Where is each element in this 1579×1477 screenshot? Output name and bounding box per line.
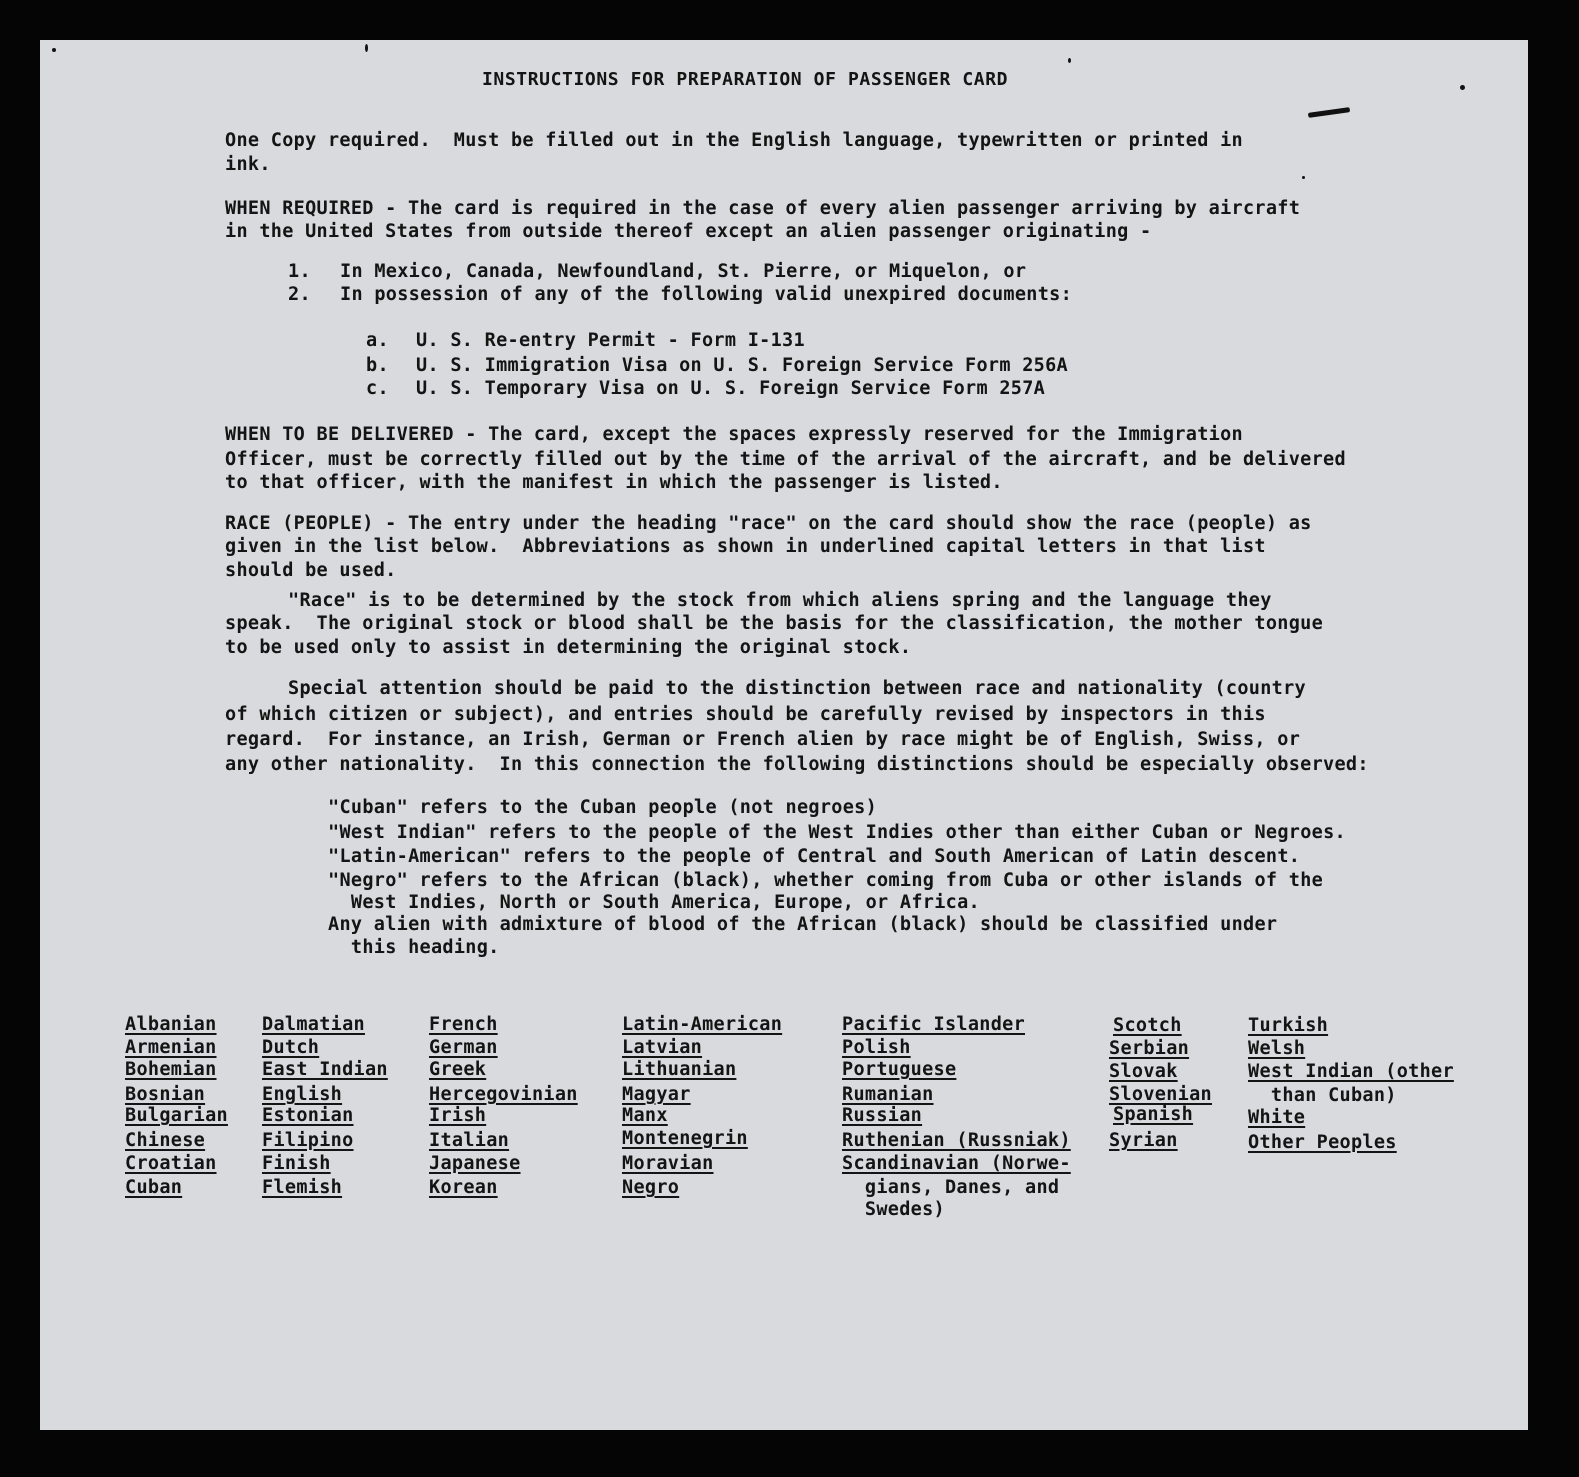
- race-entry: Bohemian: [125, 1059, 217, 1080]
- race-entry: Serbian: [1109, 1038, 1190, 1059]
- delivery-line: WHEN TO BE DELIVERED - The card, except the spaces expressly reserved for the Immigration: [225, 424, 1243, 445]
- race-entry-continued: Swedes): [842, 1199, 945, 1220]
- race-entry: Polish: [842, 1037, 911, 1058]
- race-entry: Dalmatian: [262, 1014, 365, 1035]
- document-text: U. S. Temporary Visa on U. S. Foreign Service Form 257A: [416, 378, 1046, 399]
- intro-line: ink.: [225, 154, 271, 175]
- scan-speck: [1308, 107, 1350, 118]
- race-entry: Moravian: [622, 1153, 714, 1174]
- race-entry: Portuguese: [842, 1059, 957, 1080]
- race-entry: Russian: [842, 1105, 923, 1126]
- race-entry: French: [429, 1014, 498, 1035]
- scan-speck: [52, 48, 56, 52]
- race-entry: English: [262, 1084, 343, 1105]
- race-entry: Other Peoples: [1248, 1132, 1397, 1153]
- distinction-line: "Negro" refers to the African (black), whether coming from Cuba or other islands of the: [328, 870, 1324, 891]
- document-letter: c.: [366, 378, 389, 399]
- race-entry: Chinese: [125, 1130, 206, 1151]
- race-entry: Lithuanian: [622, 1059, 737, 1080]
- distinction-line: "West Indian" refers to the people of the West Indies other than either Cuban or Negroes.: [328, 822, 1346, 843]
- race-entry: Magyar: [622, 1084, 691, 1105]
- document-letter: a.: [366, 330, 389, 351]
- race-entry: Latin-American: [622, 1014, 783, 1035]
- race-intro-line: should be used.: [225, 560, 397, 581]
- race-entry: Latvian: [622, 1037, 703, 1058]
- race-intro-line: given in the list below. Abbreviations as shown in underlined capital letters in that list: [225, 536, 1266, 557]
- race-stock-line: "Race" is to be determined by the stock from which aliens spring and the language they: [288, 590, 1272, 611]
- when-required-line: WHEN REQUIRED - The card is required in the case of every alien passenger arriving by aircraft: [225, 198, 1301, 219]
- document-letter: b.: [366, 355, 389, 376]
- race-entry: Bosnian: [125, 1084, 206, 1105]
- distinction-line: this heading.: [328, 937, 500, 958]
- race-entry-continued: than Cuban): [1248, 1085, 1397, 1106]
- race-entry: Japanese: [429, 1153, 521, 1174]
- race-entry: Pacific Islander: [842, 1014, 1026, 1035]
- exception-number: 2.: [288, 284, 311, 305]
- race-entry: Albanian: [125, 1014, 217, 1035]
- special-attention-line: regard. For instance, an Irish, German or French alien by race might be of English, Swiss, or: [225, 729, 1301, 750]
- scan-speck: [365, 44, 368, 52]
- race-entry: German: [429, 1037, 498, 1058]
- document-text: U. S. Re-entry Permit - Form I-131: [416, 330, 805, 351]
- race-entry: Armenian: [125, 1037, 217, 1058]
- race-entry: Filipino: [262, 1130, 354, 1151]
- race-entry: Irish: [429, 1105, 487, 1126]
- race-entry: Scandinavian (Norwe-: [842, 1153, 1071, 1174]
- race-entry: Croatian: [125, 1153, 217, 1174]
- race-entry: Montenegrin: [622, 1128, 748, 1149]
- race-entry: Slovenian: [1109, 1084, 1212, 1105]
- race-entry: Negro: [622, 1177, 680, 1198]
- race-stock-line: to be used only to assist in determining the original stock.: [225, 637, 912, 658]
- race-intro-line: RACE (PEOPLE) - The entry under the heading "race" on the card should show the race (people) as: [225, 513, 1312, 534]
- exception-text: In possession of any of the following valid unexpired documents:: [340, 284, 1073, 305]
- race-entry: Bulgarian: [125, 1105, 228, 1126]
- race-entry: Welsh: [1248, 1038, 1306, 1059]
- distinction-line: Any alien with admixture of blood of the African (black) should be classified under: [328, 914, 1278, 935]
- race-entry: Turkish: [1248, 1015, 1329, 1036]
- race-entry: Cuban: [125, 1177, 183, 1198]
- exception-text: In Mexico, Canada, Newfoundland, St. Pierre, or Miquelon, or: [340, 261, 1027, 282]
- document-page: [40, 40, 1528, 1430]
- distinction-line: "Cuban" refers to the Cuban people (not negroes): [328, 797, 878, 818]
- distinction-line: "Latin-American" refers to the people of Central and South American of Latin descent.: [328, 846, 1301, 867]
- race-entry: Ruthenian (Russniak): [842, 1130, 1071, 1151]
- race-entry: Greek: [429, 1059, 487, 1080]
- race-entry: Finish: [262, 1153, 331, 1174]
- race-stock-line: speak. The original stock or blood shall be the basis for the classification, the mother tongue: [225, 613, 1324, 634]
- race-entry: Korean: [429, 1177, 498, 1198]
- race-entry: West Indian (other: [1248, 1061, 1454, 1082]
- intro-line: One Copy required. Must be filled out in the English language, typewritten or printed in: [225, 130, 1243, 151]
- race-entry: Italian: [429, 1130, 510, 1151]
- race-entry: White: [1248, 1107, 1306, 1128]
- page-title: INSTRUCTIONS FOR PREPARATION OF PASSENGER CARD: [482, 69, 1009, 90]
- when-required-line: in the United States from outside thereof except an alien passenger originating -: [225, 221, 1152, 242]
- race-entry: Manx: [622, 1105, 668, 1126]
- race-entry: Slovak: [1109, 1061, 1178, 1082]
- scan-speck: [1068, 58, 1071, 63]
- race-entry: Syrian: [1109, 1130, 1178, 1151]
- scan-speck: [1302, 176, 1305, 179]
- document-text: U. S. Immigration Visa on U. S. Foreign Service Form 256A: [416, 355, 1068, 376]
- delivery-line: to that officer, with the manifest in which the passenger is listed.: [225, 472, 1003, 493]
- race-entry-continued: gians, Danes, and: [842, 1177, 1060, 1198]
- race-entry: Spanish: [1113, 1104, 1194, 1125]
- race-entry: Rumanian: [842, 1084, 934, 1105]
- race-entry: Estonian: [262, 1105, 354, 1126]
- race-entry: East Indian: [262, 1059, 388, 1080]
- race-entry: Flemish: [262, 1177, 343, 1198]
- special-attention-line: of which citizen or subject), and entries should be carefully revised by inspectors in this: [225, 704, 1266, 725]
- race-entry: Hercegovinian: [429, 1084, 578, 1105]
- scan-speck: [1460, 85, 1465, 90]
- race-entry: Scotch: [1113, 1015, 1182, 1036]
- special-attention-line: Special attention should be paid to the distinction between race and nationality (country: [288, 678, 1306, 699]
- race-entry: Dutch: [262, 1037, 320, 1058]
- special-attention-line: any other nationality. In this connection the following distinctions should be especially observed:: [225, 754, 1369, 775]
- delivery-line: Officer, must be correctly filled out by the time of the arrival of the aircraft, and be delivered: [225, 449, 1346, 470]
- distinction-line: West Indies, North or South America, Europe, or Africa.: [328, 892, 980, 913]
- exception-number: 1.: [288, 261, 311, 282]
